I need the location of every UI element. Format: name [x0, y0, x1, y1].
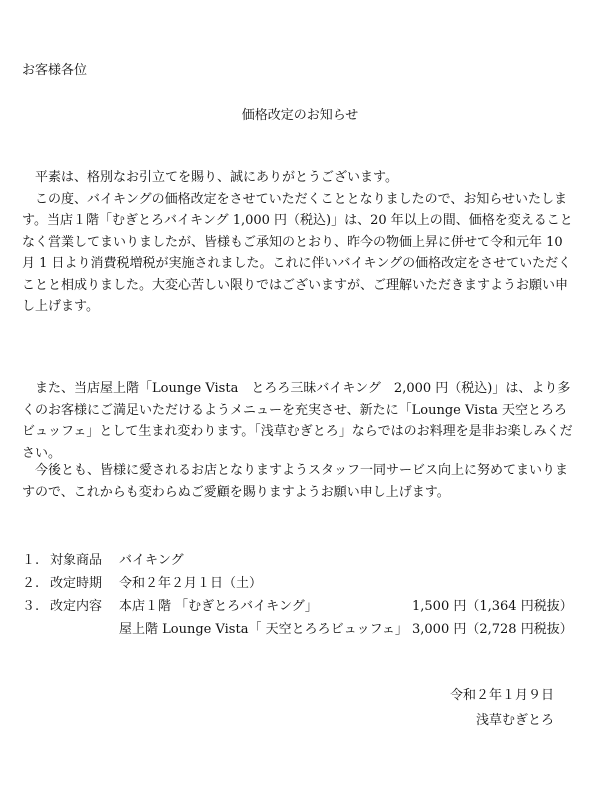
detail-item	[22, 549, 582, 572]
document-title: 価格改定のお知らせ	[241, 108, 359, 123]
paragraph-closing: 今後とも、皆様に愛されるお店となりますようスタッフ一同サービス向上に努めてまいりますので、これからも変わらぬご愛顧を賜りますようお願い申し上げます。	[22, 463, 569, 500]
paragraph-rooftop: また、当店屋上階「Lounge Vista とろろ三昧バイキング 2,000 円（税込)」は、より多くのお客様にご満足いただけるようメニューを充実させ、新たに「Lounge Vista 天空とろろビュッフェ」として生まれ変わります。「浅草むぎとろ」ならではのお料理を是非お楽しみください。	[22, 381, 573, 461]
item-value: 屋上階 Lounge Vista「 天空とろろビュッフェ」	[119, 622, 408, 637]
item-value: バイキング	[119, 553, 184, 568]
item-number: ２.	[22, 576, 40, 591]
paragraph-greeting: 平素は、格別なお引立てを賜り、誠にありがとうございます。 この度、バイキングの価格改定をさせていただくこととなりましたので、お知らせいたします。当店１階「むぎとろバイキング 1,000 円（税込)」は、20 年以上の間、価格を変えることなく営業してまいりましたが、皆様もご承知のとおり、昨今の物価上昇に併せて令和元年 10 月 1 日より消費税増税が実施されました。これに伴いバイキングの価格改定をさせていただくことと相成りました。大変心苦しい限りではございますが、ご理解いただきますようお願い申し上げます。	[22, 170, 573, 314]
item-label: 対象商品	[50, 553, 103, 568]
sender-name: 浅草むぎとろ	[475, 713, 554, 728]
item-number: ３.	[22, 599, 40, 614]
item-value: 本店１階 「むぎとろバイキング」	[119, 599, 318, 614]
item-price: 3,000 円（2,728 円税抜）	[412, 622, 573, 637]
item-price: 1,500 円（1,364 円税抜）	[412, 599, 573, 614]
item-number: １.	[22, 553, 40, 568]
item-label: 改定内容	[50, 599, 103, 614]
detail-item	[22, 618, 582, 641]
item-value: 令和２年２月１日（土）	[119, 576, 263, 591]
issue-date: 令和２年１月９日	[449, 688, 554, 703]
detail-item	[22, 572, 582, 595]
item-label: 改定時期	[50, 576, 103, 591]
salutation: お客様各位	[22, 63, 88, 78]
detail-list	[22, 549, 582, 641]
detail-item	[22, 595, 582, 618]
